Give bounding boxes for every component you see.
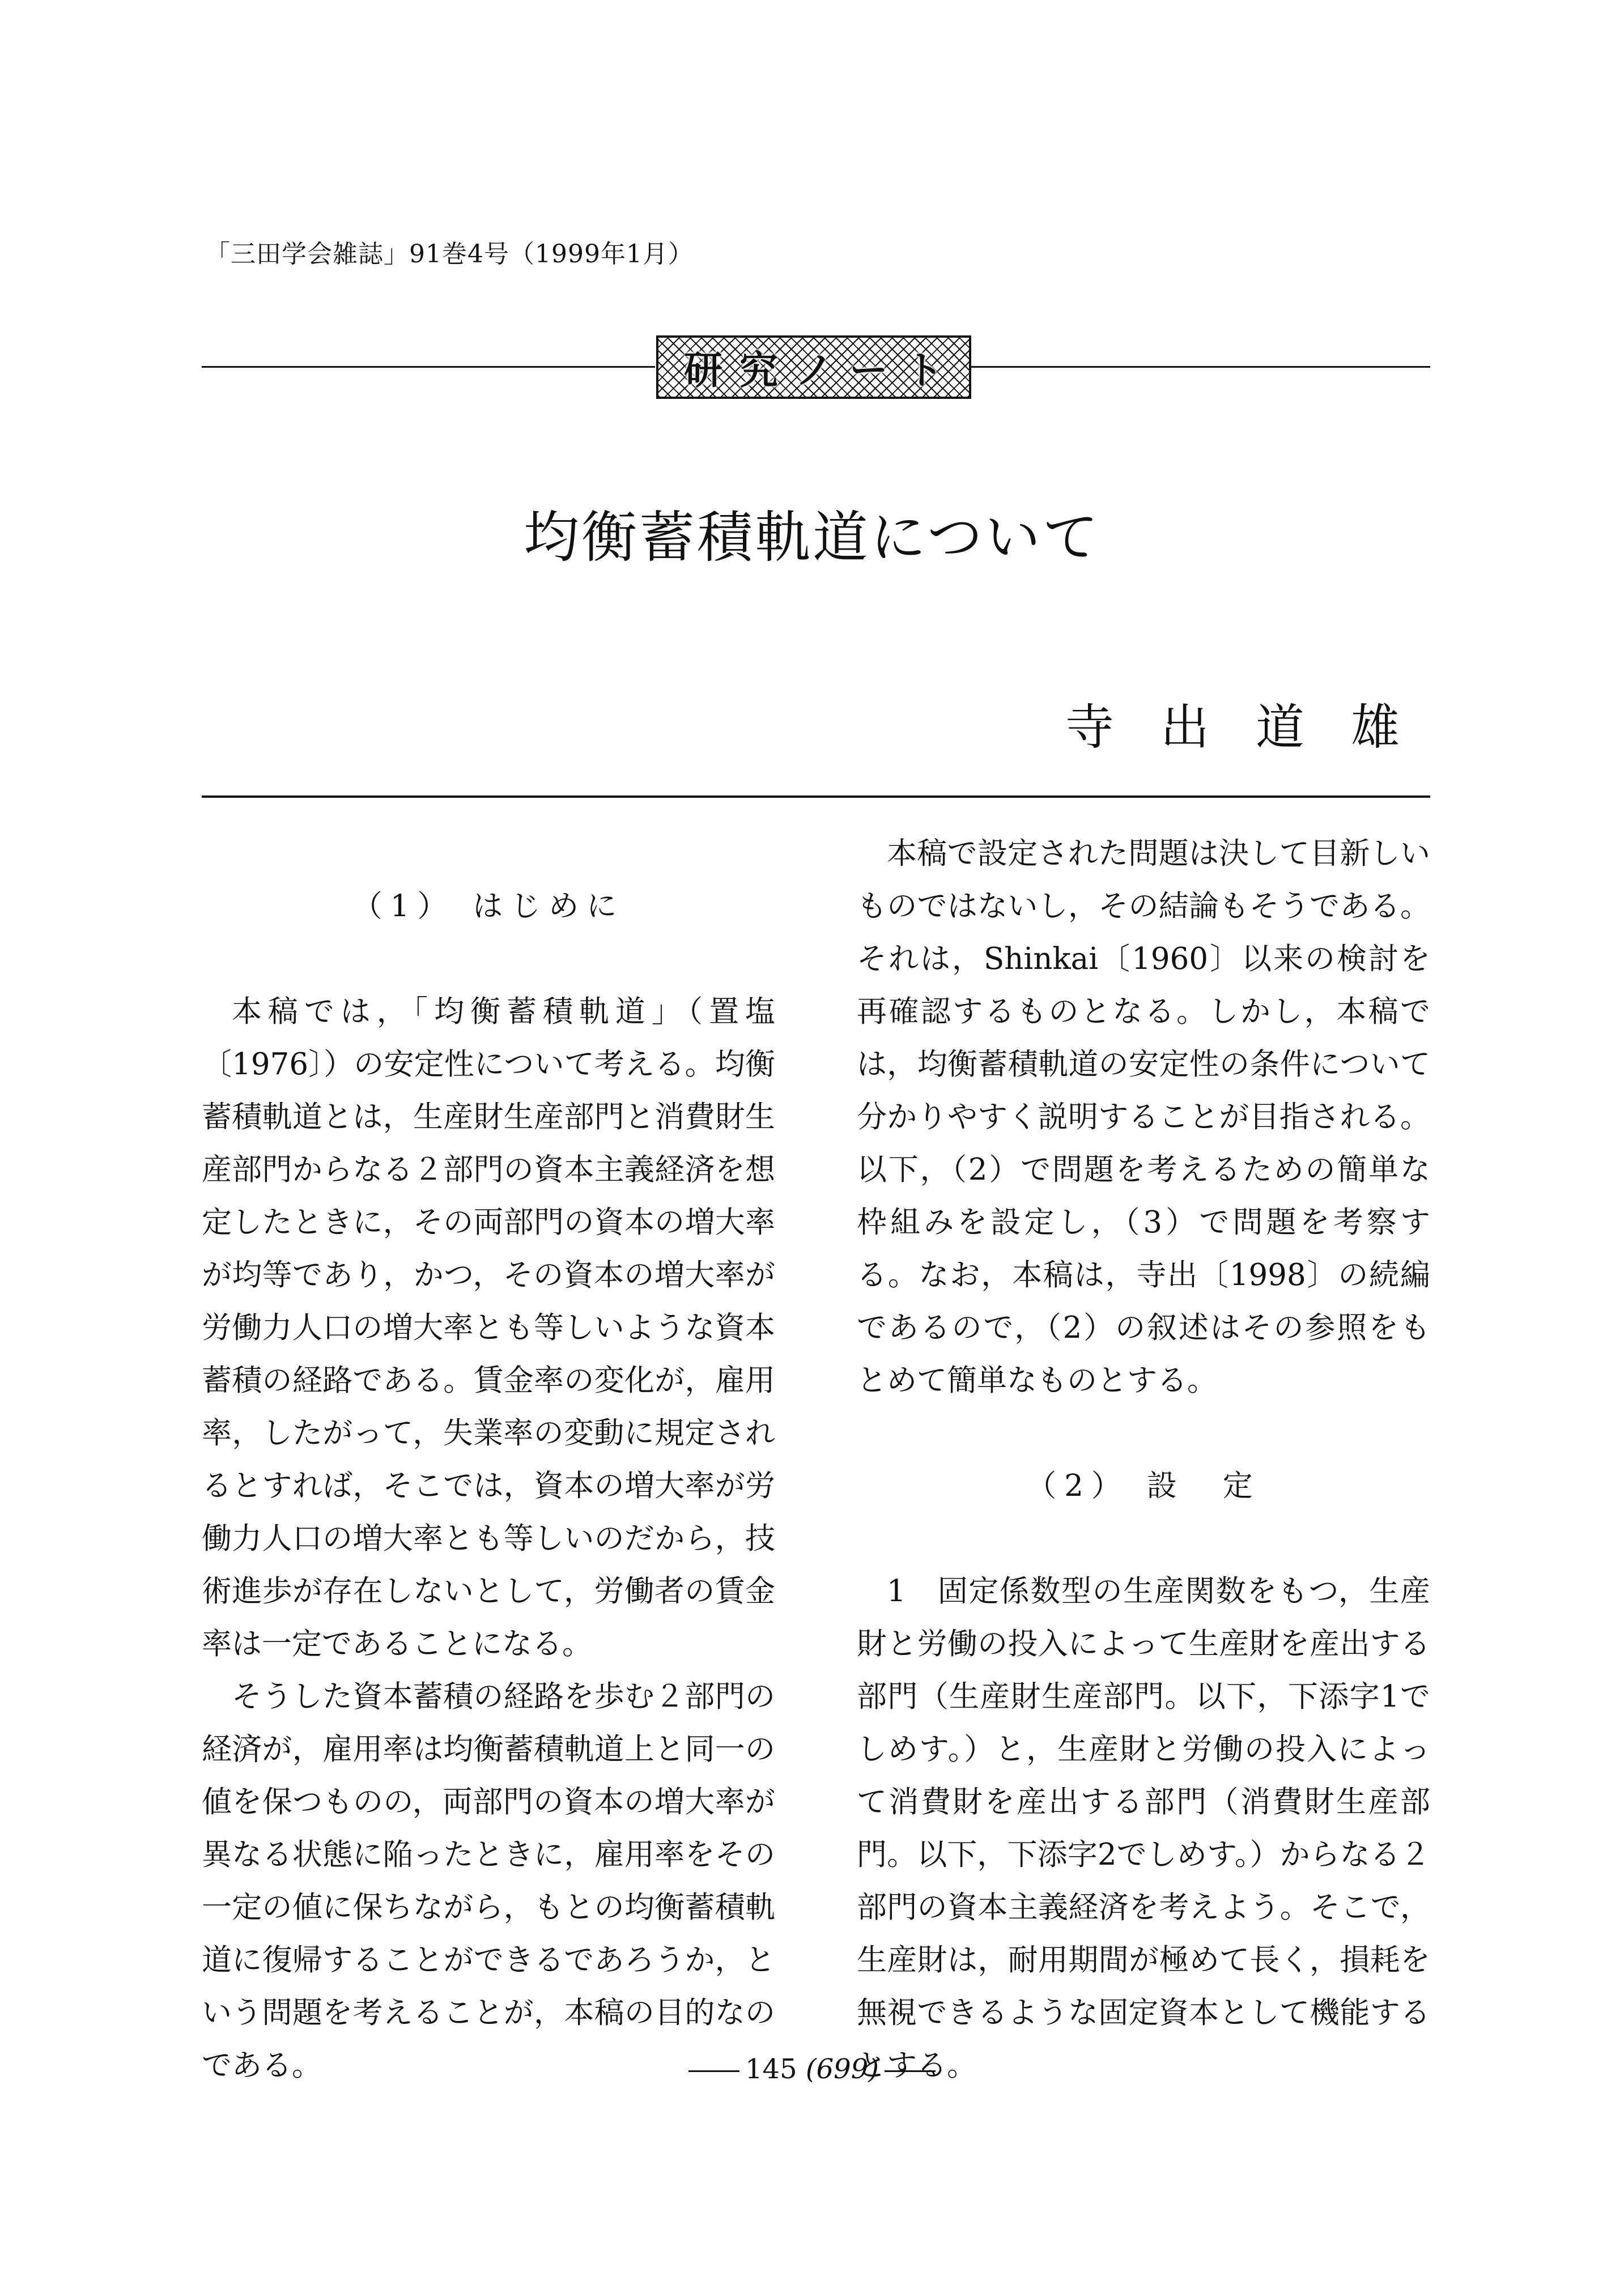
section-label-box xyxy=(656,335,971,399)
section-heading-setup: （2） 設 定 xyxy=(1026,1469,1261,1503)
paper-title: 均衡蓄積軌道について xyxy=(523,505,1101,570)
page-number-value: 145 xyxy=(745,2053,797,2085)
title-separator xyxy=(202,795,1430,798)
paragraph: 本稿で設定された問題は決して目新しいものではないし，その結論もそうである。それは，Shinkai〔1960〕以来の検討を再確認するものとなる。しかし，本稿では，均衡蓄積軌道の安定性の条件について分かりやすく説明することが目指される。以下，（2）で問題を考えるための簡単な枠組みを設定し，（3）で問題を考察する。なお，本稿は，寺出〔1998〕の続編であるので，（2）の叙述はその参照をもとめて簡単なものとする。 xyxy=(857,836,1430,1398)
page-number xyxy=(0,2053,1624,2085)
journal-info: 「三田学会雑誌」91巻4号（1999年1月） xyxy=(205,240,694,269)
paragraph: 1 固定係数型の生産関数をもつ，生産財と労働の投入によって生産財を産出する部門（生産財生産部門。以下，下添字1でしめす。）と，生産財と労働の投入によって消費財を産出する部門（消費財生産部門。以下，下添字2でしめす。）からなる２部門の資本主義経済を考えよう。そこで，生産財は，耐用期間が極めて長く，損耗を無視できるような固定資本として機能するとする。 xyxy=(857,1574,1430,2083)
page-number-total: (699) xyxy=(805,2053,879,2085)
paragraph: そうした資本蓄積の経路を歩む２部門の経済が，雇用率は均衡蓄積軌道上と同一の値を保つものの，両部門の資本の増大率が異なる状態に陥ったときに，雇用率をその一定の値に保ちながら，もとの均衡蓄積軌道に復帰することができるであろうか，という問題を考えることが，本稿の目的なのである。 xyxy=(202,1679,775,2083)
author-name: 寺出道雄 xyxy=(1065,699,1446,756)
section-label: 研究ノート xyxy=(684,348,960,393)
paragraph: 本稿では，「均衡蓄積軌道」（置塩〔1976〕）の安定性について考える。均衡蓄積軌道とは，生産財生産部門と消費財生産部門からなる２部門の資本主義経済を想定したときに，その両部門の資本の増大率が均等であり，かつ，その資本の増大率が労働力人口の増大率とも等しいような資本蓄積の経路である。賃金率の変化が，雇用率，したがって，失業率の変動に規定されるとすれば，そこでは，資本の増大率が労働力人口の増大率とも等しいのだから，技術進歩が存在しないとして，労働者の賃金率は一定であることになる。 xyxy=(202,994,775,1661)
section-heading-intro: （1） はじめに xyxy=(352,889,625,924)
right-column xyxy=(857,827,1430,2092)
header-rule-left xyxy=(202,366,655,368)
header-rule-right xyxy=(971,366,1430,368)
left-column xyxy=(202,827,775,2092)
